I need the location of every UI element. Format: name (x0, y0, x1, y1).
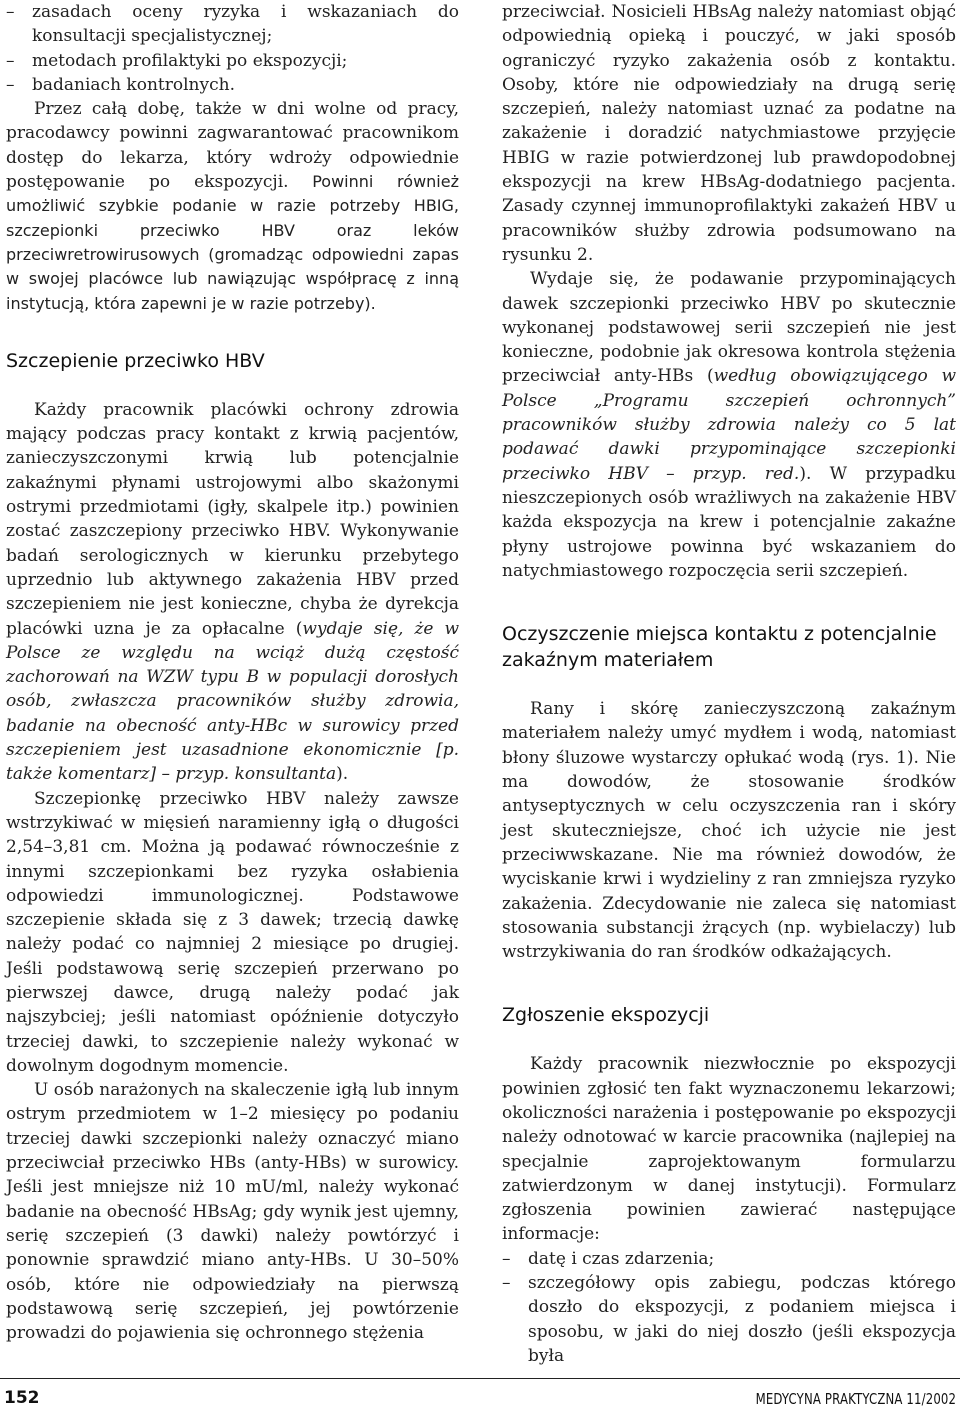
paragraph: przeciwciał. Nosicieli HBsAg należy natomiast objąć odpowiednią opieką i pouczyć, w jaki sposób ograniczyć ryzyko zakażenia osób z kontaktu. Osoby, które nie odpowiedziały na drugą serię szczepień, należy natomiast uznać za podatne na zakażenie i doradzić natychmiastowe przyjęcie HBIG w razie potwierdzonej lub prawdopodobnej ekspozycji na krew HBsAg-dodatniego pacjenta. Zasady czynnej immunoprofilaktyki zakażeń HBV u pracowników służby zdrowia podsumowano na rysunku 2. (502, 2, 956, 265)
paragraph-text: ). (336, 764, 349, 785)
footer-rule (0, 1378, 960, 1379)
paragraph (6, 398, 459, 787)
list-item: – zasadach oceny ryzyka i wskazaniach do konsultacji specjalistycznej; (6, 0, 459, 49)
consultant-note: wydaje się, że w Polsce ze względu na wciąż dużą częstość zachorowań na WZW typu B w populacji dorosłych osób, zwłaszcza pracowników służby zdrowia, badanie na obecność anty-HBc w surowicy przed szczepieniem jest uzasadnione ekonomicznie [p. także komentarz] – przyp. konsultanta (6, 618, 459, 785)
journal-name: MEDYCYNA PRAKTYCZNA 11/2002 (755, 1390, 956, 1408)
paragraph (502, 267, 956, 583)
paragraph-text: ). W przypadku nieszczepionych osób wrażliwych na zakażenie HBV każda ekspozycja na krew i potencjalnie zakaźne płyny ustrojowe powinna być wskazaniem do natychmiastowego rozpoczęcia serii szczepień. (502, 463, 956, 581)
paragraph: Rany i skórę zanieczyszczoną zakaźnym materiałem należy umyć mydłem i wodą, natomiast błony śluzowe wystarczy opłukać wodą (rys. 1). Nie ma dowodów, że stosowanie środków antyseptycznych w celu oczyszczenia ran i skóry jest skuteczniejsze, choć ich użycie nie jest przeciwwskazane. Nie ma również dowodów, że wyciskanie krwi i wydzieliny z ran zmniejsza ryzyko zakażenia. Zdecydowanie nie zaleca się natomiast stosowania substancji żrących (np. wybielaczy) lub wstrzykiwania do ran środków odkażających. (502, 699, 956, 963)
section-heading: Zgłoszenie ekspozycji (502, 1004, 710, 1027)
paragraph-text: Przez całą dobę, także w dni wolne od pracy, pracodawcy powinni zagwarantować pracownikom dostęp do lekarza, który wdroży odpowiednie postępowanie po ekspozycji. (6, 99, 459, 193)
paragraph: Szczepionkę przeciwko HBV należy zawsze wstrzykiwać w mięsień naramienny igłą o długości 2,54–3,81 cm. Można ją podawać równocześnie z innymi szczepionkami bez ryzyka osłabienia odpowiedzi immunologicznej. Podstawowe szczepienie składa się z 3 dawek; trzecią dawkę należy podać co najmniej 2 miesiące po drugiej. Jeśli podstawową serię szczepień przerwano po pierwszej dawce, drugą należy podać jak najszybciej; jeśli natomiast opóźnienie dotyczyło trzeciej dawki, to szczepienie należy wykonać w dowolnym dogodnym momencie. (6, 788, 459, 1076)
paragraph-text: Wydaje się, że podawanie przypominających dawek szczepionki przeciwko HBV po skutecznie wykonanej podstawowej serii szczepień nie jest konieczne, podobnie jak okresowa kontrola stężenia przeciwciał anty-HBs ( (502, 269, 956, 387)
paragraph (6, 97, 459, 316)
list-item: – metodach profilaktyki po ekspozycji; (6, 49, 459, 73)
page-number: 152 (4, 1388, 40, 1408)
paragraph-text: Każdy pracownik placówki ochrony zdrowia mający podczas pracy kontakt z krwią pacjentów, zanieczyszczonymi krwią lub potencjalnie zakaźnymi płynami ustrojowymi albo skażonymi ostrymi przedmiotami (igły, skalpele itp.) powinien zostać zaszczepiony przeciwko HBV. Wykonywanie badań serologicznych w kierunku przebytego uprzednio lub aktywnego zakażenia HBV przed szczepieniem nie jest konieczne, chyba że dyrekcja placówki uzna je za opłacalne ( (6, 399, 459, 639)
section-heading: Szczepienie przeciwko HBV (6, 349, 265, 372)
list-item: – badaniach kontrolnych. (6, 73, 459, 97)
paragraph-text-sans: Powinni również umożliwić szybkie podanie w razie potrzeby HBIG, szczepionki przeciwko HBV oraz leków przeciwretrowirusowych (gromadząc odpowiedni zapas w swojej placówce lub nawiązując współpracę z inną instytucją, która zapewni je w razie potrzeby). (6, 172, 459, 313)
section-heading: Oczyszczenie miejsca kontaktu z potencjalnie zakaźnym materiałem (502, 623, 937, 672)
left-column (6, 0, 459, 1345)
editor-note: według obowiązującego w Polsce „Programu szczepień ochronnych” pracowników służby zdrowia należy co 5 lat podawać dawki przypominające szczepionki przeciwko HBV – przyp. red. (502, 366, 957, 484)
paragraph: U osób narażonych na skaleczenie igłą lub innym ostrym przedmiotem w 1–2 miesięcy po podaniu trzeciej dawki szczepionki należy oznaczyć miano przeciwciał przeciwko HBs (anty-HBs) w surowicy. Jeśli jest mniejsze niż 10 mU/ml, należy wykonać badanie na obecność HBsAg; gdy wynik jest ujemny, serię szczepień (3 dawki) należy powtórzyć i ponownie sprawdzić miano anty-HBs. U 30–50% osób, które nie odpowiedziały na pierwszą podstawową serię szczepień, jej powtórzenie prowadzi do pojawienia się ochronnego stężenia (6, 1080, 459, 1344)
right-column (502, 0, 956, 1368)
list-item: – datę i czas zdarzenia; (502, 1247, 956, 1271)
list-item: – szczegółowy opis zabiegu, podczas którego doszło do ekspozycji, z podaniem miejsca i sposobu, w jaki do niej doszło (jeśli ekspozycja była (502, 1271, 956, 1368)
paragraph: Każdy pracownik niezwłocznie po ekspozycji powinien zgłosić ten fakt wyznaczonemu lekarzowi; okoliczności narażenia i postępowanie po ekspozycji należy odnotować w karcie pracownika (najlepiej na specjalnie zaprojektowanym formularzu zatwierdzonym w danej instytucji). Formularz zgłoszenia powinien zawierać następujące informacje: (502, 1054, 956, 1245)
